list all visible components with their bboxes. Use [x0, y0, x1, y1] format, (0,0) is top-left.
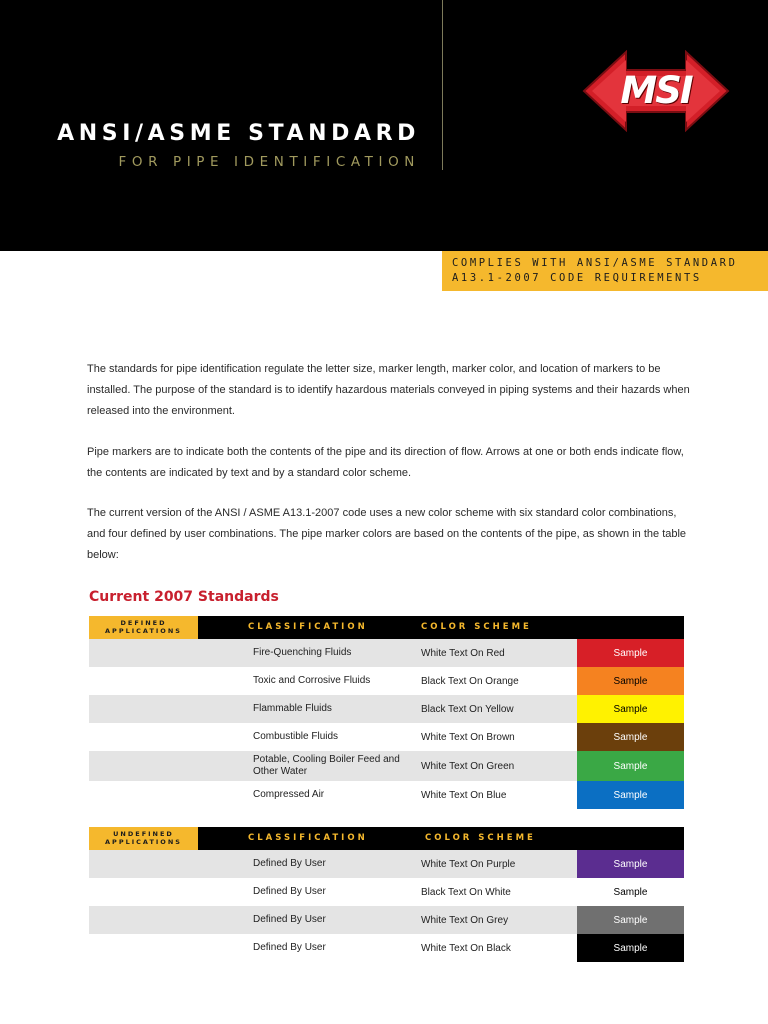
page-title: ANSI/ASME STANDARD [57, 121, 420, 146]
classification-cell: Defined By User [253, 914, 326, 925]
table-row [89, 723, 684, 751]
color-scheme-cell: Black Text On Orange [421, 675, 519, 687]
color-sample-swatch: Sample [577, 878, 684, 906]
logo-text: MSI [620, 69, 692, 112]
tag-line-2: APPLICATIONS [105, 627, 182, 635]
table-row [89, 878, 684, 906]
classification-cell: Defined By User [253, 942, 326, 953]
msi-logo [582, 50, 730, 132]
table-row [89, 850, 684, 878]
classification-cell: Combustible Fluids [253, 731, 339, 742]
color-sample-swatch: Sample [577, 781, 684, 809]
compliance-line-1: COMPLIES WITH ANSI/ASME STANDARD [452, 257, 738, 269]
color-sample-swatch: Sample [577, 639, 684, 667]
color-sample-swatch: Sample [577, 723, 684, 751]
table-row [89, 934, 684, 962]
color-scheme-cell: White Text On Blue [421, 789, 507, 801]
color-scheme-cell: White Text On Brown [421, 731, 515, 743]
table-header [89, 827, 684, 850]
table-row [89, 667, 684, 695]
compliance-line-2: A13.1-2007 CODE REQUIREMENTS [452, 272, 702, 284]
header-color-scheme: COLOR SCHEME [425, 833, 536, 843]
classification-cell: Toxic and Corrosive Fluids [253, 675, 371, 686]
color-scheme-cell: White Text On Green [421, 760, 515, 772]
flow-paragraph: Pipe markers are to indicate both the contents of the pipe and its direction of flow. Arrows at one or both ends indicate flow, the contents are indicated by text and by a standard color scheme. [87, 446, 684, 479]
header-divider [442, 0, 443, 170]
color-sample-swatch: Sample [577, 906, 684, 934]
intro-paragraph: The standards for pipe identification regulate the letter size, marker length, marker color, and location of markers to be installed. The purpose of the standard is to identify hazardous materials conveyed in piping systems and their hazards when released into the environment. [87, 363, 690, 417]
table-tag [89, 827, 198, 850]
tag-line-1: UNDEFINED [113, 830, 174, 838]
classification-cell: Flammable Fluids [253, 703, 332, 714]
classification-cell: Fire-Quenching Fluids [253, 647, 352, 658]
header-color-scheme: COLOR SCHEME [421, 622, 532, 632]
color-scheme-paragraph: The current version of the ANSI / ASME A13.1-2007 code uses a new color scheme with six standard color combinations, and four defined by user combinations. The pipe marker colors are based on the contents of the pipe, as shown in the table below: [87, 507, 687, 561]
classification-cell: Potable, Cooling Boiler Feed and Other Water [253, 754, 400, 777]
classification-cell: Compressed Air [253, 789, 325, 800]
color-sample-swatch: Sample [577, 751, 684, 781]
color-sample-swatch: Sample [577, 667, 684, 695]
classification-cell: Defined By User [253, 858, 326, 869]
classification-cell: Defined By User [253, 886, 326, 897]
color-scheme-cell: Black Text On Yellow [421, 703, 514, 715]
table-tag [89, 616, 198, 639]
table-row [89, 906, 684, 934]
color-scheme-cell: White Text On Black [421, 942, 511, 954]
color-sample-swatch: Sample [577, 695, 684, 723]
compliance-banner [442, 251, 768, 291]
table-row [89, 751, 684, 781]
color-sample-swatch: Sample [577, 850, 684, 878]
tag-line-2: APPLICATIONS [105, 838, 182, 846]
table-row [89, 695, 684, 723]
table-header [89, 616, 684, 639]
color-sample-swatch: Sample [577, 934, 684, 962]
header-classification: CLASSIFICATION [248, 833, 368, 843]
color-scheme-cell: Black Text On White [421, 886, 511, 898]
table-row [89, 639, 684, 667]
section-title: Current 2007 Standards [89, 589, 279, 605]
color-scheme-cell: White Text On Red [421, 647, 505, 659]
tag-line-1: DEFINED [120, 619, 167, 627]
table-row [89, 781, 684, 809]
header-classification: CLASSIFICATION [248, 622, 368, 632]
color-scheme-cell: White Text On Purple [421, 858, 516, 870]
color-scheme-cell: White Text On Grey [421, 914, 509, 926]
page-subtitle: FOR PIPE IDENTIFICATION [118, 154, 420, 170]
page-header [0, 0, 768, 251]
undefined-applications-table [89, 827, 684, 962]
defined-applications-table [89, 616, 684, 809]
